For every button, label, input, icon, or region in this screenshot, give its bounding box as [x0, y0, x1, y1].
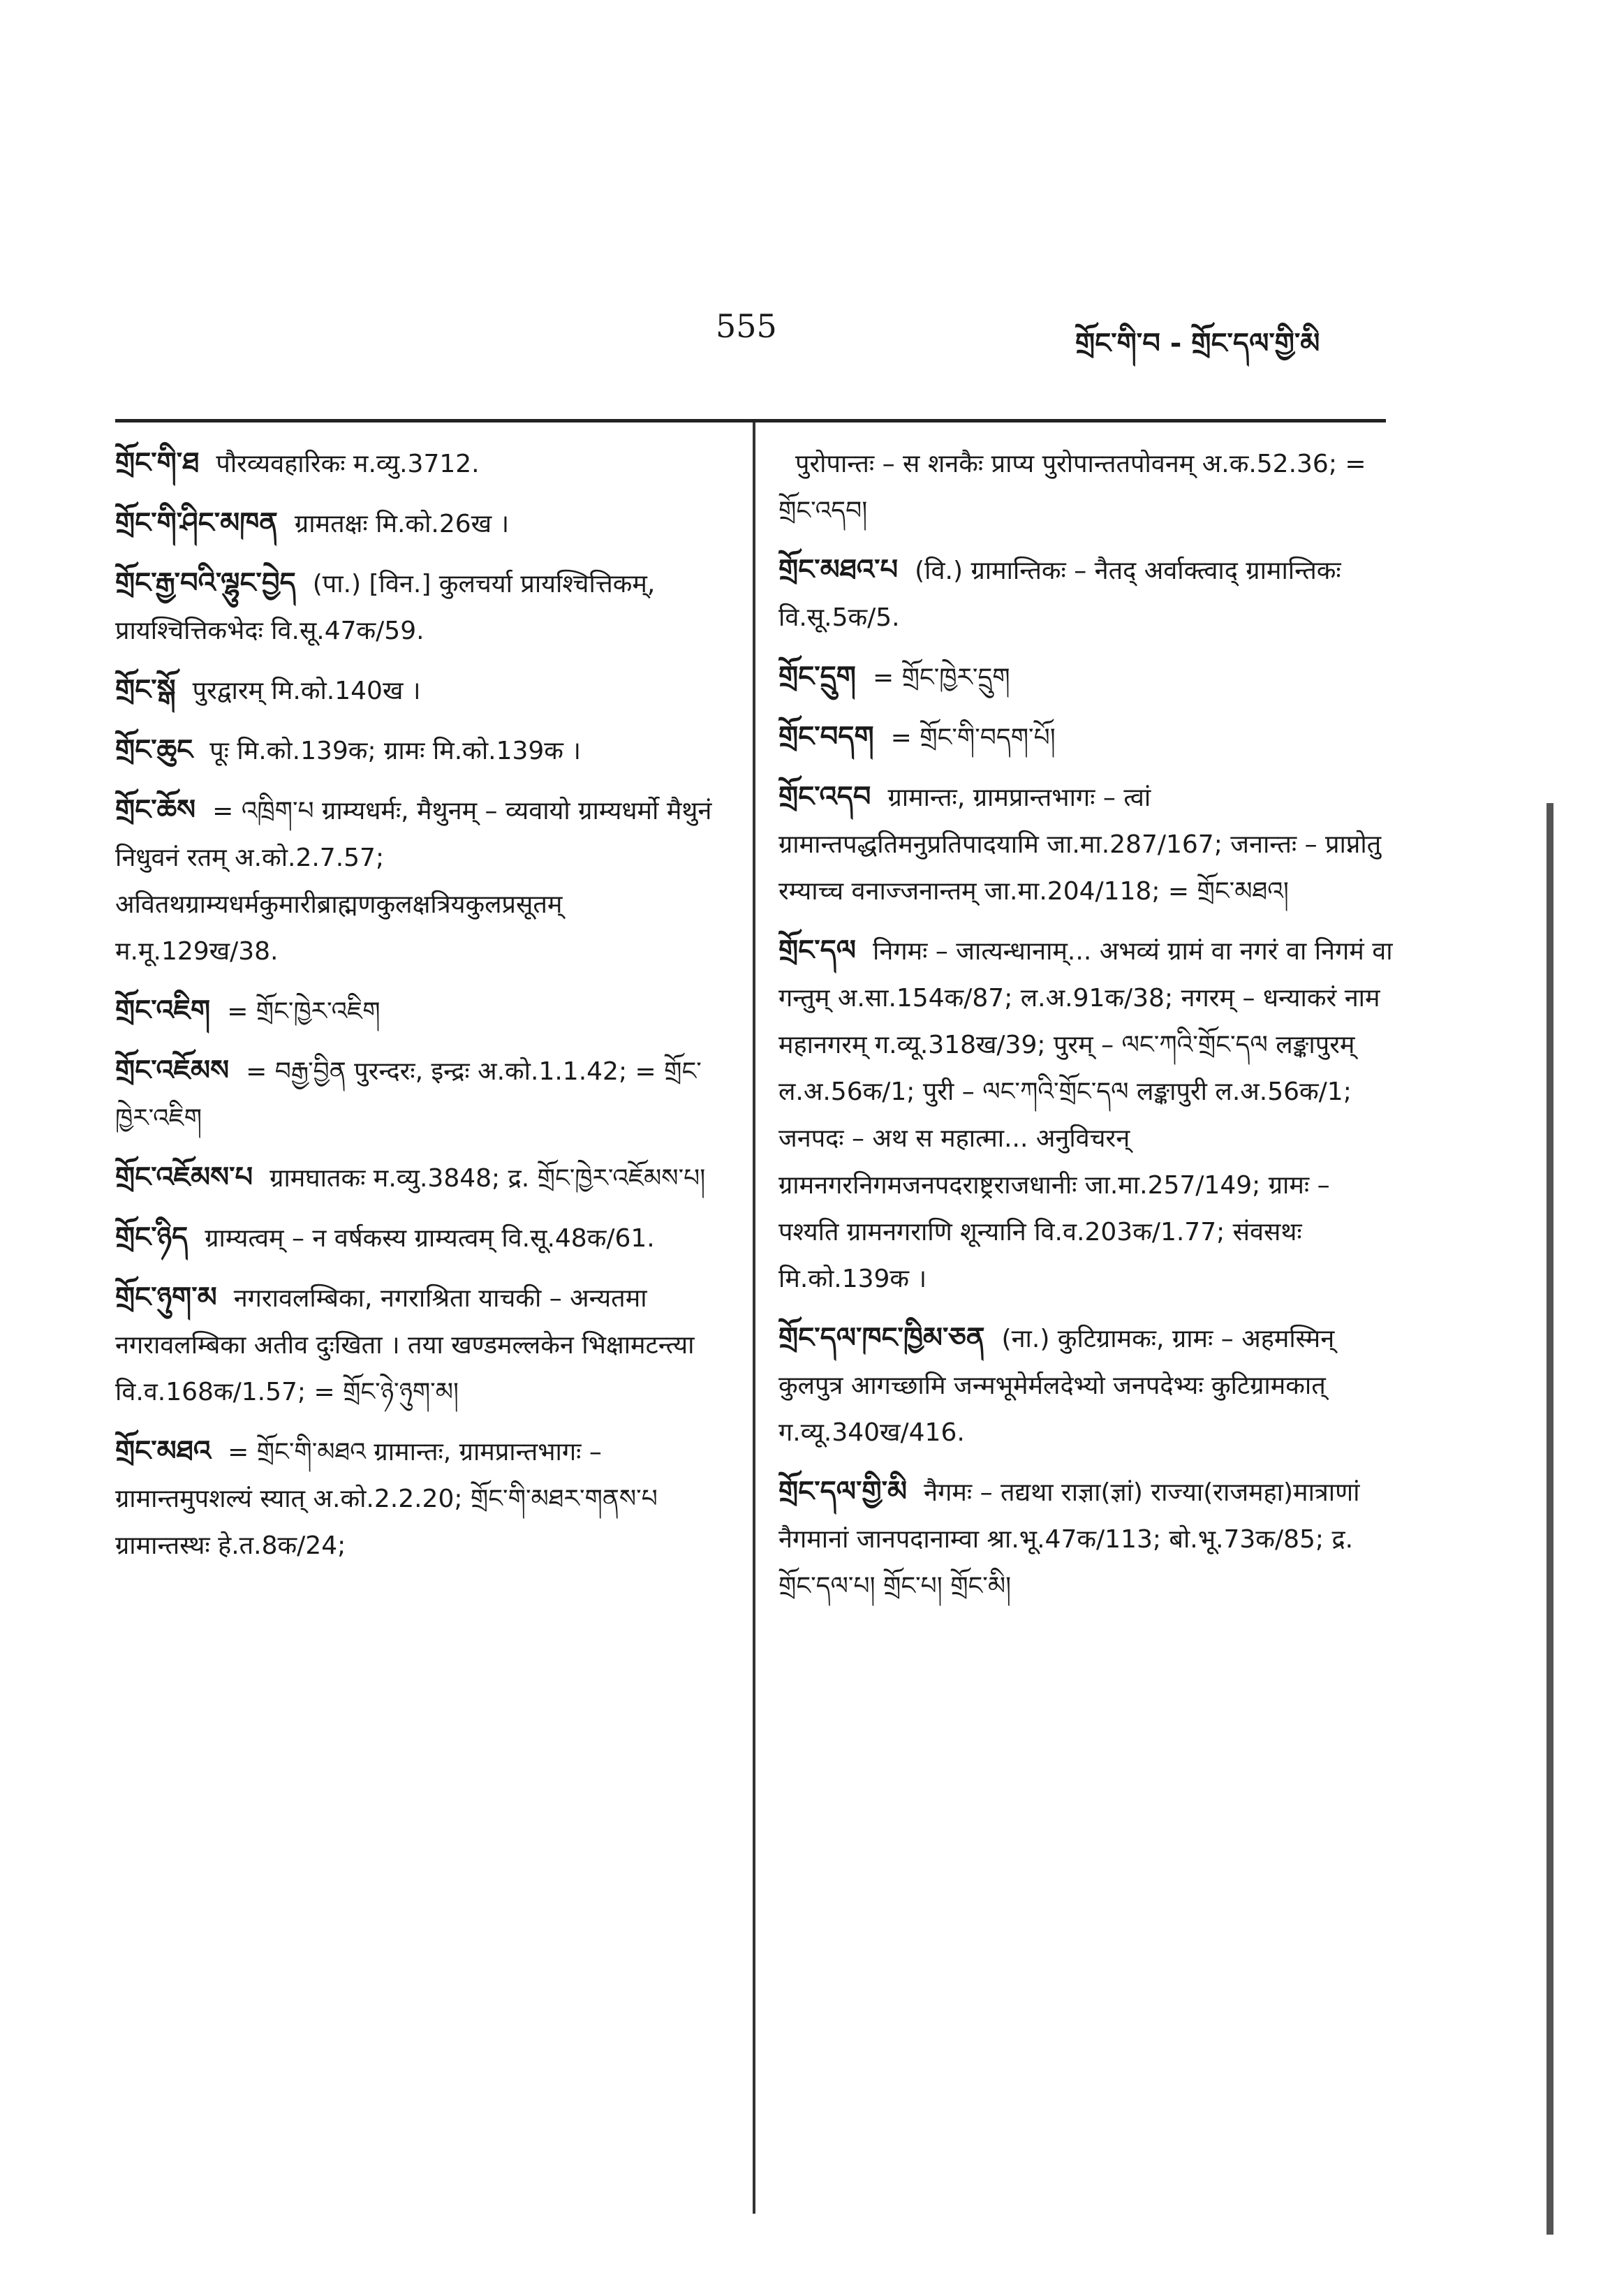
entry-body: पुरद्वारम् मि.को.140ख । — [192, 677, 421, 705]
dictionary-entry — [115, 987, 730, 1035]
headword: གྲོང་དལ་གྱི་མི — [778, 1476, 908, 1508]
entry-body: नैगमः – तद्यथा राज्ञा(ज्ञां) राज्या(राजमहा)मात्राणां नैगमानां जानपदानाम्वा श्रा.भू.47क/113; बो.भू.73क/85; द्र. གྲོང་དལ་པ། གྲོང་པ། གྲོང་མི། — [778, 1478, 1360, 1601]
dictionary-entry — [778, 440, 1393, 534]
dictionary-entry — [778, 714, 1393, 761]
dictionary-entry — [115, 667, 730, 714]
dictionary-entry — [778, 547, 1393, 641]
headword: གྲོང་ཉིད — [115, 1221, 189, 1253]
headword: གྲོང་འཇོམས — [115, 1054, 230, 1087]
dictionary-entry — [778, 654, 1393, 701]
dictionary-entry — [115, 1274, 730, 1415]
entry-body: (पा.) [विन.] कुलचर्या प्रायश्चित्तिकम्, प्रायश्चित्तिकभेदः वि.सू.47क/59. — [115, 570, 656, 645]
dictionary-entry — [115, 727, 730, 774]
page-number: 555 — [716, 307, 777, 345]
headword: གྲོང་མཐའ — [115, 1435, 212, 1467]
entry-body: पुरोपान्तः – स शनकैः प्राप्य पुरोपान्ततपोवनम् अ.क.52.36; = གྲོང་འདབ། — [778, 450, 1366, 525]
entry-body: (वि.) ग्रामान्तिकः – नैतद् अर्वाक्त्वाद् ग्रामान्तिकः वि.सू.5क/5. — [778, 557, 1341, 632]
entry-body: = འཁྲིག་པ ग्राम्यधर्मः, मैथुनम् – व्यवायो ग्राम्यधर्मो मैथुनं निधुवनं रतम् अ.को.2.7.57; अवितथग्राम्यधर्मकुमारीब्राह्मणकुलक्षत्रियकुलप्रसूतम् म.मू.129ख/38. — [115, 797, 712, 966]
headword: གྲོང་འཇོམས་པ — [115, 1161, 253, 1193]
left-column — [115, 440, 730, 1582]
entry-body: पौरव्यवहारिकः म.व्यु.3712. — [216, 450, 480, 478]
headword: གྲོང་གི་ཤིང་མཁན — [115, 507, 278, 539]
entry-body: ग्रामान्तः, ग्रामप्रान्तभागः – त्वां ग्रामान्तपद्धतिमनुप्रतिपादयामि जा.मा.287/167; जनान्तः – प्राप्नोतु रम्याच्च वनाज्जनान्तम् जा.मा.204/118; = གྲོང་མཐའ། — [778, 784, 1382, 906]
dictionary-entry — [115, 1428, 730, 1569]
headword: གྲོང་འཇིག — [115, 994, 211, 1027]
headword: གྲོང་རྒྱ་བའི་ལྷུང་བྱེད — [115, 567, 296, 599]
entry-body: = གྲོང་གི་མཐའ ग्रामान्तः, ग्रामप्रान्तभागः – ग्रामान्तमुपशल्यं स्यात् अ.को.2.2.20; གྲོང་གི་མཐར་གནས་པ ग्रामान्तस्थः हे.त.8क/24; — [115, 1438, 658, 1560]
running-head: གྲོང་གི་བ - གྲོང་དལ་གྱི་མི — [1075, 328, 1320, 360]
headword: གྲོང་ཉུག་མ — [115, 1281, 217, 1314]
dictionary-entry — [115, 1047, 730, 1142]
entry-body: = གྲོང་ཁྱེར་དྲུག — [872, 663, 1010, 692]
dictionary-entry — [778, 1315, 1393, 1456]
page-header — [0, 307, 1624, 363]
dictionary-entry — [778, 927, 1393, 1302]
headword: གྲོང་དལ་ཁང་ཁྱིམ་ཅན — [778, 1322, 985, 1354]
entry-body: ग्रामघातकः म.व्यु.3848; द्र. གྲོང་ཁྱེར་འཇོམས་པ། — [270, 1164, 706, 1193]
headword: གྲོང་ཆོས — [115, 794, 196, 826]
dictionary-entry — [115, 500, 730, 547]
headword: གྲོང་གི་ཐ — [115, 447, 200, 479]
scan-edge-mark — [1547, 803, 1553, 2235]
entry-body: ग्राम्यत्वम् – न वर्षकस्य ग्राम्यत्वम् वि.सू.48क/61. — [205, 1224, 655, 1253]
entry-body: नगरावलम्बिका, नगराश्रिता याचकी – अन्यतमा नगरावलम्बिका अतीव दुःखिता । तया खण्डमल्लकेन भिक्षामटन्त्या वि.व.168क/1.57; = གྲོང་ཉེ་ཉུག་མ། — [115, 1284, 695, 1406]
headword: གྲོང་སྒོ — [115, 674, 176, 706]
right-column — [778, 440, 1393, 1622]
dictionary-entry — [115, 787, 730, 975]
headword: གྲོང་འདབ — [778, 781, 871, 813]
dictionary-entry — [778, 774, 1393, 915]
dictionary-entry — [778, 1469, 1393, 1610]
dictionary-entry — [115, 560, 730, 654]
entry-body: = གྲོང་ཁྱེར་འཇིག — [227, 997, 381, 1026]
entry-body: ग्रामतक्षः मि.को.26ख । — [294, 510, 510, 538]
dictionary-entry — [115, 1214, 730, 1262]
headword: གྲོང་བདག — [778, 721, 874, 753]
dictionary-entry — [115, 1154, 730, 1202]
dictionary-entry — [115, 440, 730, 487]
entry-body: निगमः – जात्यन्धानाम्... अभव्यं ग्रामं वा नगरं वा निगमं वा गन्तुम् अ.सा.154क/87; ल.अ.91क/38; नगरम् – धन्याकरं नाम महानगरम् ग.व्यू.318ख/39; पुरम् – ལང་ཀའི་གྲོང་དལ लङ्कापुरम् ल.अ.56क/1; पुरी – ལང་ཀའི་གྲོང་དལ लङ्कापुरी ल.अ.56क/1; जनपदः – अथ स महात्मा... अनुविचरन् ग्रामनगरनिगमजनपदराष्ट्रराजधानीः जा.मा.257/149; ग्रामः – पश्यति ग्रामनगराणि शून्यानि वि.व.203क/1.77; संवसथः मि.को.139क । — [778, 937, 1393, 1293]
headword: གྲོང་དྲུག — [778, 661, 856, 693]
entry-body: = གྲོང་གི་བདག་པོ། — [890, 723, 1056, 752]
entry-body: (ना.) कुटिग्रामकः, ग्रामः – अहमस्मिन् कुलपुत्र आगच्छामि जन्मभूमेर्मलदेभ्यो जनपदेभ्यः कुटिग्रामकात् ग.व्यू.340ख/416. — [778, 1325, 1335, 1447]
headword: གྲོང་མཐའ་པ — [778, 554, 899, 586]
entry-body: पूः मि.को.139क; ग्रामः मि.को.139क । — [209, 737, 582, 765]
headword: གྲོང་ཆུང — [115, 734, 193, 766]
header-rule — [115, 419, 1386, 422]
entry-body: = བརྒྱ་བྱིན पुरन्दरः, इन्द्रः अ.को.1.1.42; = གྲོང་ཁྱེར་འཇིག — [115, 1057, 702, 1133]
column-divider — [753, 422, 755, 2214]
headword: གྲོང་དལ — [778, 934, 857, 966]
